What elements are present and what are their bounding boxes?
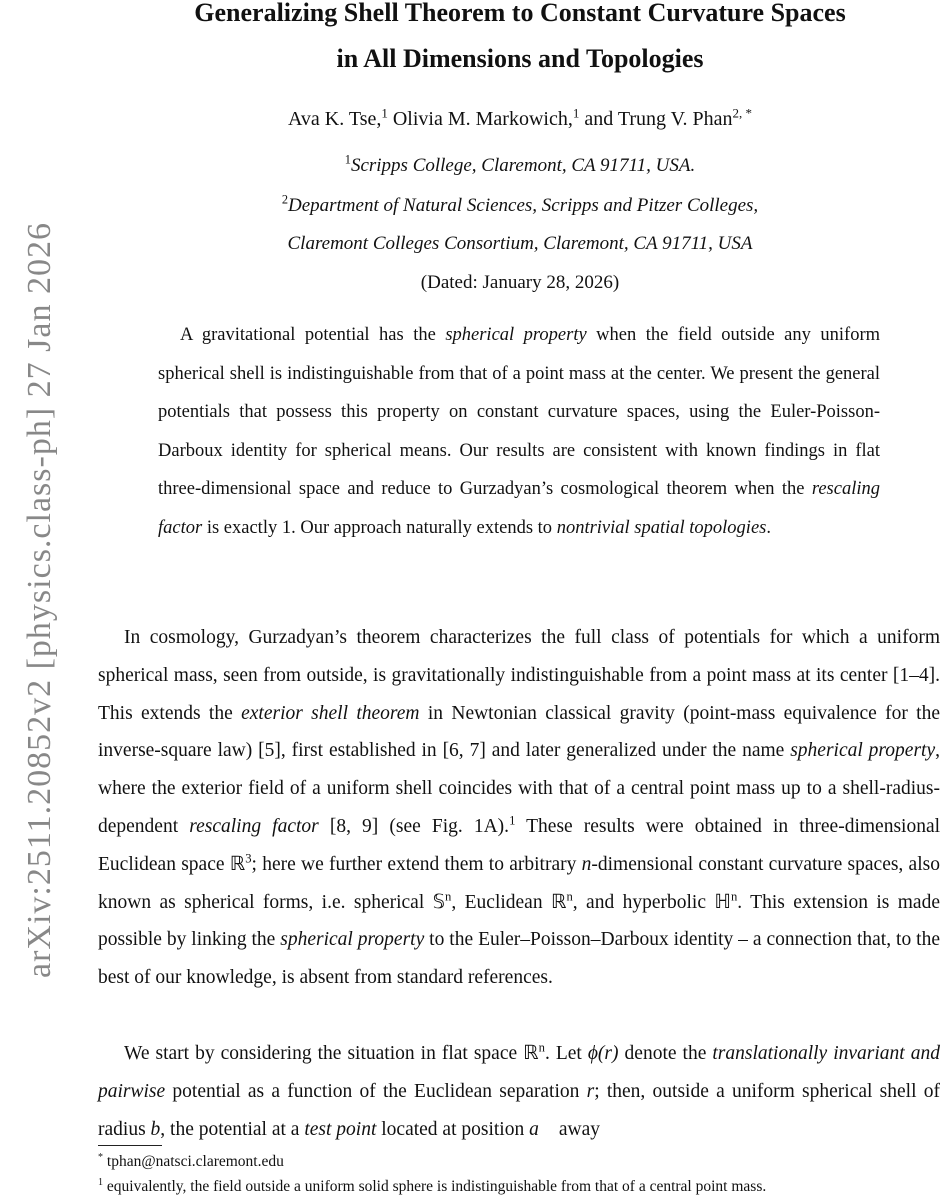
math-symbol: n [581,853,592,875]
author-3-affil-mark: 2, * [732,105,753,121]
affiliation-1-mark: 1 [344,152,351,167]
author-1: Ava K. Tse, [287,108,382,130]
abstract-text: A gravitational potential has the [180,325,446,345]
body-emphasis: translationally invariant and pairwise [98,1043,940,1102]
body-text: located at position [376,1118,530,1140]
abstract-emphasis: rescaling factor [158,479,880,538]
footnote-1-text: equivalently, the field outside a uniform solid sphere is indistinguishable from that of a central point mass. [103,1178,767,1195]
body-text: denote the [618,1043,713,1064]
footnote-mark: 1 [98,1176,104,1188]
body-paragraph-2 [98,1035,940,1148]
body-text: away [554,1118,601,1140]
affiliation-2-line2: Claremont Colleges Consortium, Claremont, CA 91711, USA [287,233,753,254]
footnote-email [98,1153,940,1171]
author-3: and Trung V. Phan [579,108,733,130]
math-superscript: n [566,889,573,904]
footnote-mark: * [98,1151,104,1163]
abstract-text: when the field outside any uniform spherical shell is indistinguishable from that of a point mass at the center. We present the general potentials that possess this property on constant curvature spaces, using the Euler-Poisson-Darboux identity for spherical means. Our results are consistent with known findings in flat three-dimensional space and reduce to Gurzadyan’s cosmological theorem when the [158,325,880,499]
body-text: to the Euler–Poisson–Darboux identity – a connection that, to the best of our knowledge, is absent from standard references. [98,929,940,989]
abstract-paragraph [158,316,880,547]
body-emphasis: exterior shell theorem [241,702,420,724]
body-text: -dimensional constant curvature spaces, also known as spherical forms, i.e. spherical 𝕊 [98,853,940,913]
body-text: . Let [544,1043,588,1064]
abstract [158,316,880,547]
math-superscript: n [730,889,738,904]
affiliation-2-mark: 2 [281,192,288,207]
body-text: In cosmology, Gurzadyan’s theorem characterizes the full class of potentials for which a uniform spherical mass, seen from outside, is gravitationally indistinguishable from a point mass at its center [1–4]. This extends the [98,627,940,724]
author-2-affil-mark: 1 [572,105,580,121]
math-symbol: r [586,1080,595,1102]
math-superscript: n [445,889,452,904]
body-text: , Euclidean ℝ [451,891,567,913]
author-1-affil-mark: 1 [381,105,388,121]
math-superscript: 3 [245,851,252,866]
math-superscript: n [538,1040,545,1055]
arxiv-side-stamp: arXiv:2511.20852v2 [physics.class-ph] 27 Jan 2026 [21,222,58,978]
body-text: ; here we further extend them to arbitrary [251,853,582,875]
affiliation-1-text: Scripps College, Claremont, CA 91711, USA. [350,155,696,176]
affiliation-1 [100,152,940,177]
body-text: ; then, outside a uniform spherical shell of radius [98,1080,940,1140]
body-emphasis: test point [304,1118,377,1140]
body-emphasis: spherical property [790,740,936,762]
math-symbol: a⃗ [529,1118,555,1140]
paper-title-line2: in All Dimensions and Topologies [336,44,704,73]
footnote-email-text[interactable]: tphan@natsci.claremont.edu [103,1153,284,1170]
footnote-1 [98,1178,940,1196]
body-text: These results were obtained in three-dimensional Euclidean space ℝ [98,815,941,875]
body-text: , and hyperbolic ℍ [572,891,731,913]
body-emphasis: rescaling factor [189,815,319,837]
body-text: , where the exterior field of a uniform shell coincides with that of a central point mass up to a shell-radius-dependent [98,740,940,837]
math-symbol: b [150,1118,161,1140]
body-text: , the potential at a [160,1118,305,1140]
footnote-1-reference[interactable]: 1 [509,813,516,828]
abstract-emphasis: nontrivial spatial topologies [556,517,767,538]
body-text: [8, 9] (see Fig. 1A). [318,815,510,837]
abstract-emphasis: spherical property [445,325,587,345]
affiliation-2-line1: Department of Natural Sciences, Scripps and Pitzer Colleges, [287,195,759,216]
math-symbol: ϕ(r) [587,1043,619,1064]
abstract-text: is exactly 1. Our approach naturally extends to [202,517,557,538]
author-2: Olivia M. Markowich, [387,108,573,130]
paper-title-line1: Generalizing Shell Theorem to Constant Curvature Spaces [194,0,846,27]
footnote-divider [98,1145,162,1146]
author-list [100,105,940,131]
body-text: potential as a function of the Euclidean separation [165,1080,587,1102]
affiliation-2 [100,192,940,217]
body-text: We start by considering the situation in flat space ℝ [124,1043,539,1064]
body-paragraph-1 [98,619,940,997]
abstract-text: . [766,517,771,538]
body-emphasis: spherical property [280,929,425,951]
body-text: . This extension is made possible by linking the [98,891,940,951]
body-text: in Newtonian classical gravity (point-mass equivalence for the inverse-square law) [5], first established in [6, 7] and later generalized under the name [98,702,941,762]
date-line: (Dated: January 28, 2026) [420,272,620,293]
